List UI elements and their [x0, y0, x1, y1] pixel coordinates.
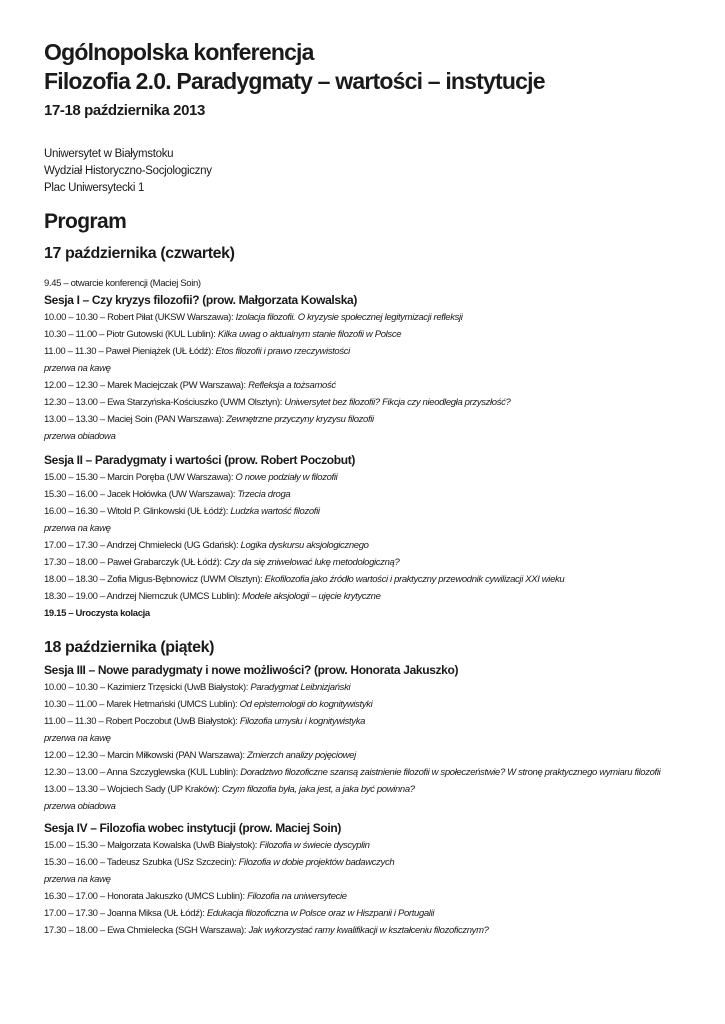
talk-speaker: 16.00 – 16.30 – Witold P. Glinkowski (UŁ Łódź): [44, 506, 231, 517]
talk-list [44, 377, 714, 428]
talk-line [44, 486, 714, 503]
break-line: przerwa na kawę [44, 363, 111, 374]
talk-speaker: 18.00 – 18.30 – Zofia Migus-Bębnowicz (UWM Olsztyn): [44, 574, 265, 585]
talk-line [44, 905, 714, 922]
conference-dates: 17-18 października 2013 [44, 102, 205, 119]
closing-dinner-line: 19.15 – Uroczysta kolacja [44, 608, 150, 619]
talk-title: Ekofilozofia jako źródło wartości i praktyczny przewodnik cywilizacji XXI wieku [264, 574, 565, 585]
talk-speaker: 12.30 – 13.00 – Ewa Starzyńska-Kościuszko (UWM Olsztyn): [44, 397, 285, 408]
talk-list [44, 888, 714, 939]
talk-line [44, 781, 714, 798]
talk-speaker: 15.00 – 15.30 – Marcin Poręba (UW Warszawa): [44, 472, 236, 483]
talk-line [44, 747, 714, 764]
talk-speaker: 17.30 – 18.00 – Paweł Grabarczyk (UŁ Łódź): [44, 557, 224, 568]
talk-speaker: 13.00 – 13.30 – Wojciech Sady (UP Kraków): [44, 784, 222, 795]
talk-list [44, 309, 714, 360]
session-title: Sesja IV – Filozofia wobec instytucji (prow. Maciej Soin) [44, 821, 342, 835]
talk-list [44, 747, 714, 798]
talk-speaker: 15.00 – 15.30 – Małgorzata Kowalska (UwB Białystok): [44, 840, 260, 851]
talk-speaker: 17.00 – 17.30 – Joanna Miksa (UŁ Łódź): [44, 908, 207, 919]
talk-line [44, 713, 714, 730]
conference-heading-line2: Filozofia 2.0. Paradygmaty – wartości – instytucje [44, 68, 545, 94]
talk-speaker: 11.00 – 11.30 – Paweł Pieniążek (UŁ Łódź): [44, 346, 216, 357]
talk-speaker: 17.00 – 17.30 – Andrzej Chmielecki (UG Gdańsk): [44, 540, 241, 551]
talk-list [44, 837, 714, 871]
talk-title: Izolacja filozofii. O kryzysie społecznej legitymizacji refleksji [235, 312, 463, 323]
talk-line [44, 537, 714, 554]
talk-line [44, 503, 714, 520]
talk-title: O nowe podziały w filozofii [235, 472, 338, 483]
talk-speaker: 10.00 – 10.30 – Robert Piłat (UKSW Warszawa): [44, 312, 236, 323]
address-line: Plac Uniwersytecki 1 [44, 182, 145, 194]
talk-line [44, 343, 714, 360]
talk-line [44, 309, 714, 326]
talk-title: Trzecia droga [237, 489, 291, 500]
talk-speaker: 10.00 – 10.30 – Kazimierz Trzęsicki (UwB Białystok): [44, 682, 251, 693]
talk-title: Zewnętrzne przyczyny kryzysu filozofii [226, 414, 374, 425]
talk-speaker: 15.30 – 16.00 – Tadeusz Szubka (USz Szczecin): [44, 857, 239, 868]
address-line: Uniwersytet w Białymstoku [44, 148, 174, 160]
day-heading: 17 października (czwartek) [44, 245, 235, 262]
talk-line [44, 679, 714, 696]
talk-title: Zmierzch analizy pojęciowej [247, 750, 356, 761]
talk-title: Paradygmat Leibnizjański [250, 682, 351, 693]
talk-speaker: 18.30 – 19.00 – Andrzej Niemczuk (UMCS Lublin): [44, 591, 243, 602]
talk-speaker: 10.30 – 11.00 – Piotr Gutowski (KUL Lublin): [44, 329, 218, 340]
talk-speaker: 16.30 – 17.00 – Honorata Jakuszko (UMCS Lublin): [44, 891, 248, 902]
talk-line [44, 922, 714, 939]
talk-title: Kilka uwag o aktualnym stanie filozofii w Polsce [217, 329, 402, 340]
talk-speaker: 12.00 – 12.30 – Marek Maciejczak (PW Warszawa): [44, 380, 249, 391]
talk-line [44, 377, 714, 394]
talk-title: Ludzka wartość filozofii [230, 506, 320, 517]
program-heading: Program [44, 210, 127, 233]
talk-speaker: 12.30 – 13.00 – Anna Szczyglewska (KUL Lublin): [44, 767, 241, 778]
document-page [44, 38, 714, 939]
talk-title: Filozofia umysłu i kognitywistyka [239, 716, 366, 727]
talk-title: Filozofia w świecie dyscyplin [259, 840, 370, 851]
talk-line [44, 394, 714, 411]
talk-list [44, 469, 714, 520]
talk-title: Filozofia w dobie projektów badawczych [238, 857, 395, 868]
talk-line [44, 326, 714, 343]
talk-title: Modele aksjologii – ujęcie krytyczne [242, 591, 381, 602]
talk-speaker: 11.00 – 11.30 – Robert Poczobut (UwB Białystok): [44, 716, 240, 727]
talk-title: Czym filozofia była, jaka jest, a jaka być powinna? [221, 784, 415, 795]
talk-list [44, 679, 714, 730]
talk-title: Od epistemologii do kognitywistyki [239, 699, 373, 710]
session-title: Sesja II – Paradygmaty i wartości (prow. Robert Poczobut) [44, 453, 356, 467]
break-line: przerwa obiadowa [44, 431, 116, 442]
address-line: Wydział Historyczno-Socjologiczny [44, 165, 212, 177]
break-line: przerwa na kawę [44, 874, 111, 885]
break-line: przerwa na kawę [44, 523, 111, 534]
talk-line [44, 888, 714, 905]
talk-title: Jak wykorzystać ramy kwalifikacji w kształceniu filozoficznym? [248, 925, 489, 936]
talk-speaker: 13.00 – 13.30 – Maciej Soin (PAN Warszawa): [44, 414, 227, 425]
talk-title: Czy da się zniwelować lukę metodologiczną? [223, 557, 400, 568]
talk-title: Edukacja filozoficzna w Polsce oraz w Hiszpanii i Portugalii [206, 908, 435, 919]
talk-speaker: 17.30 – 18.00 – Ewa Chmielecka (SGH Warszawa): [44, 925, 249, 936]
talk-line [44, 588, 714, 605]
talk-line [44, 554, 714, 571]
day-heading: 18 października (piątek) [44, 639, 215, 656]
venue-address [44, 146, 714, 197]
conference-heading-line1: Ogólnopolska konferencja [44, 39, 314, 65]
talk-line [44, 571, 714, 588]
talk-title: Doradztwo filozoficzne szansą zaistnienie filozofii w społeczeństwie? W stronę praktycznego wymiaru filozofii [240, 767, 661, 778]
break-line: przerwa na kawę [44, 733, 111, 744]
opening-line: 9.45 – otwarcie konferencji (Maciej Soin) [44, 278, 201, 289]
talk-title: Etos filozofii i prawo rzeczywistości [215, 346, 350, 357]
talk-title: Refleksja a tożsamość [248, 380, 336, 391]
session-title: Sesja III – Nowe paradygmaty i nowe możliwości? (prow. Honorata Jakuszko) [44, 663, 459, 677]
talk-title: Logika dyskursu aksjologicznego [240, 540, 369, 551]
talk-title: Filozofia na uniwersytecie [247, 891, 347, 902]
talk-speaker: 15.30 – 16.00 – Jacek Hołówka (UW Warszawa): [44, 489, 238, 500]
talk-line [44, 469, 714, 486]
talk-list [44, 537, 714, 605]
talk-speaker: 10.30 – 11.00 – Marek Hetmański (UMCS Lublin): [44, 699, 240, 710]
talk-line [44, 696, 714, 713]
talk-title: Uniwersytet bez filozofii? Fikcja czy nieodległa przyszłość? [284, 397, 511, 408]
talk-line [44, 411, 714, 428]
session-title: Sesja I – Czy kryzys filozofii? (prow. Małgorzata Kowalska) [44, 293, 357, 307]
talk-line [44, 764, 714, 781]
talk-speaker: 12.00 – 12.30 – Marcin Miłkowski (PAN Warszawa): [44, 750, 248, 761]
talk-line [44, 854, 714, 871]
talk-line [44, 837, 714, 854]
break-line: przerwa obiadowa [44, 801, 116, 812]
